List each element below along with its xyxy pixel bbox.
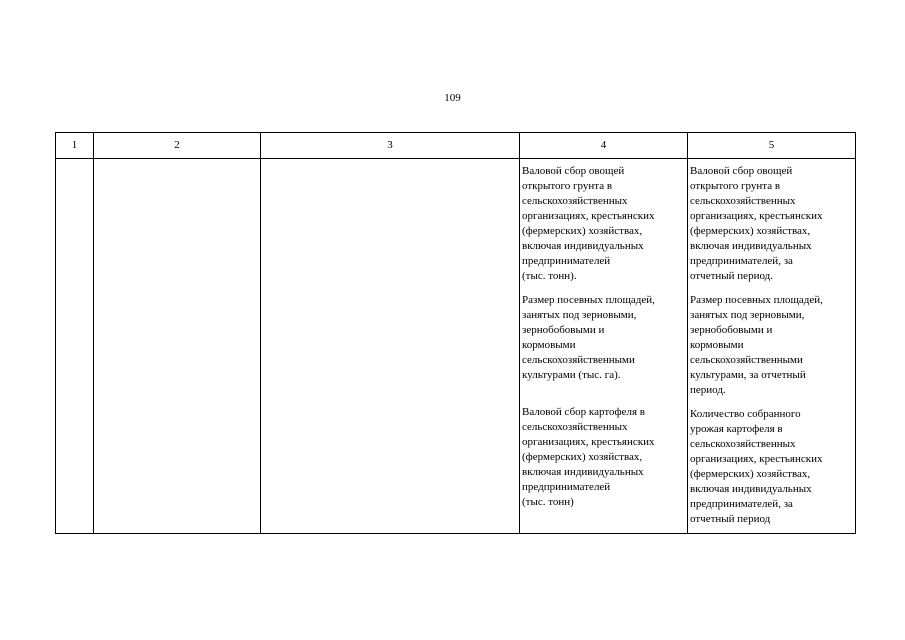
column-header-1: 1 (56, 133, 94, 159)
cell-col-1 (56, 159, 94, 534)
column-header-4: 4 (520, 133, 688, 159)
indicator-vegetables-gross-harvest: Валовой сбор овощей открытого грунта в сельскохозяйственных организациях, крестьянских (фермерских) хозяйствах, включая индивидуальных предпринимателей (тыс. тонн). (522, 165, 655, 282)
method-sown-area: Размер посевных площадей, занятых под зерновыми, зернобобовыми и кормовыми сельскохозяйственными культурами, за отчетный период. (690, 294, 823, 396)
table-row (56, 159, 856, 534)
page-number: 109 (444, 92, 461, 104)
method-potato-harvest-quantity: Количество собранного урожая картофеля в сельскохозяйственных организациях, крестьянских (фермерских) хозяйствах, включая индивидуальных предпринимателей, за отчетный период (690, 408, 823, 525)
column-header-5: 5 (688, 133, 856, 159)
cell-col-4 (520, 159, 688, 534)
column-header-2: 2 (94, 133, 261, 159)
table-header-row (56, 133, 856, 159)
cell-col-5 (688, 159, 856, 534)
indicator-sown-area: Размер посевных площадей, занятых под зерновыми, зернобобовыми и кормовыми сельскохозяйственными культурами (тыс. га). (522, 294, 655, 381)
indicators-table (55, 132, 856, 534)
indicator-potato-gross-harvest: Валовой сбор картофеля в сельскохозяйственных организациях, крестьянских (фермерских) хозяйствах, включая индивидуальных предпринимателей (тыс. тонн) (522, 406, 655, 508)
cell-col-3 (261, 159, 520, 534)
column-header-3: 3 (261, 133, 520, 159)
cell-col-2 (94, 159, 261, 534)
method-vegetables-gross-harvest: Валовой сбор овощей открытого грунта в сельскохозяйственных организациях, крестьянских (фермерских) хозяйствах, включая индивидуальных предпринимателей, за отчетный период. (690, 165, 823, 282)
